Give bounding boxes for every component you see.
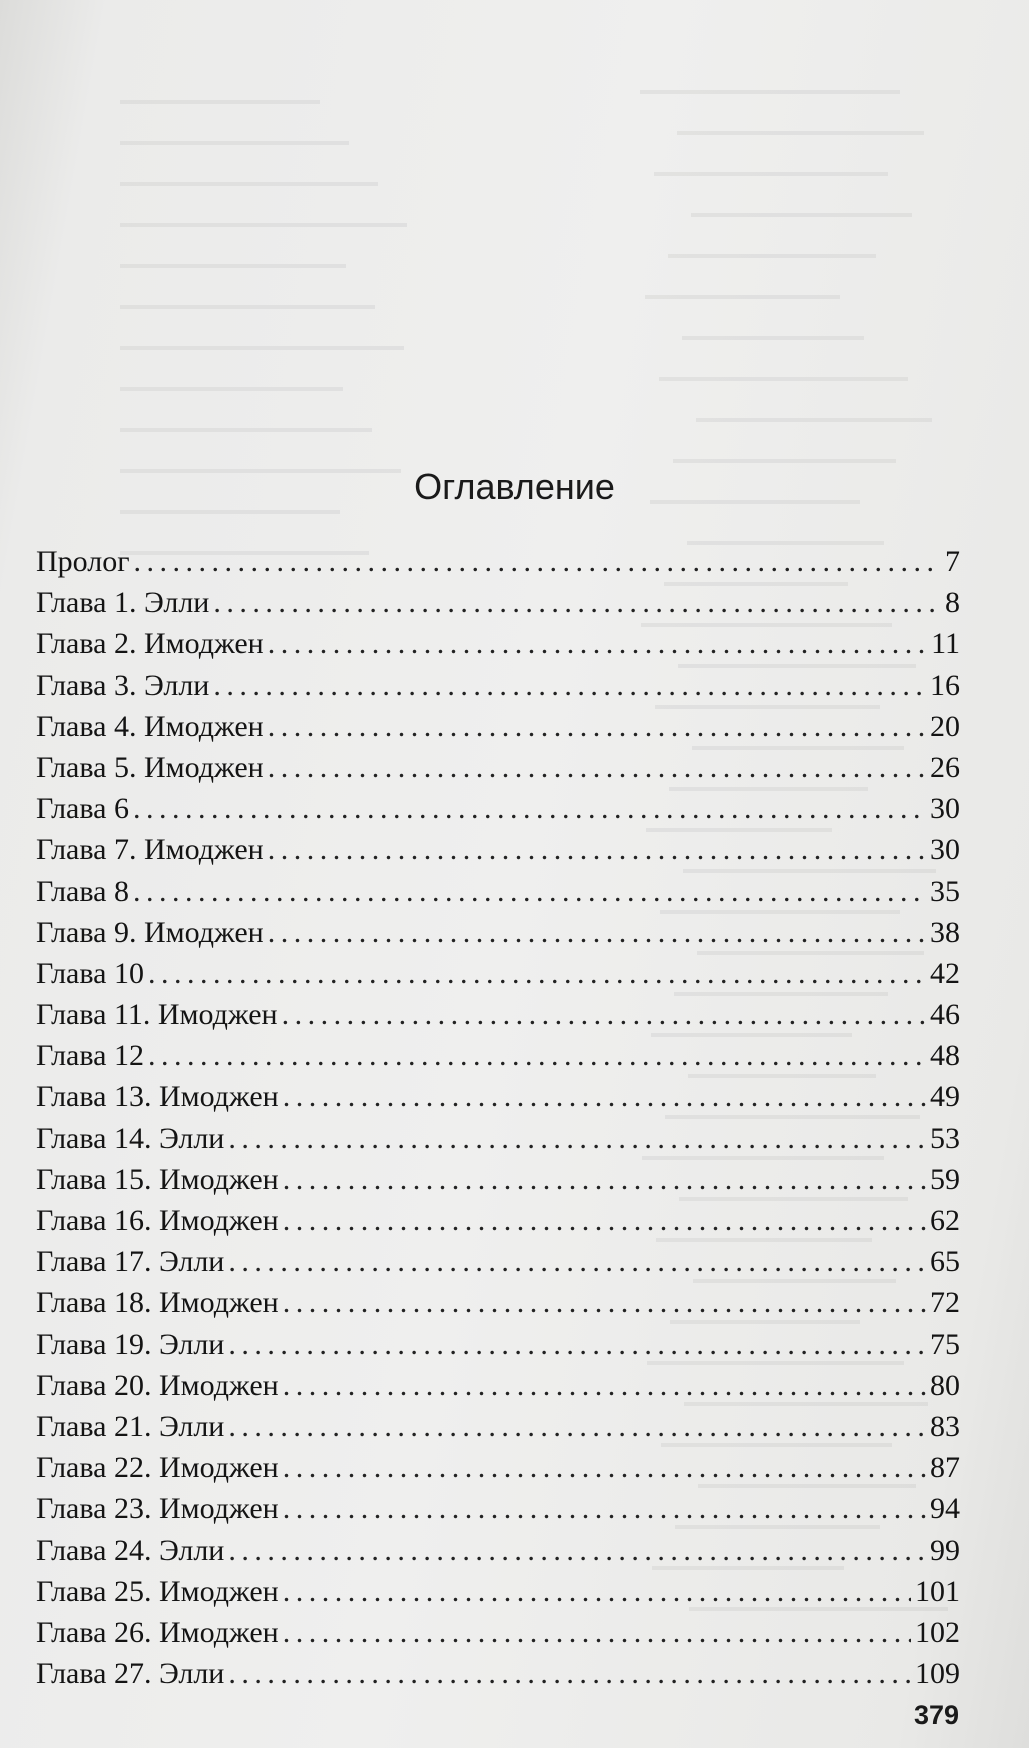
show-through-line (677, 131, 924, 135)
dot-leader (283, 1159, 926, 1200)
toc-entry (36, 1241, 960, 1282)
show-through-line (120, 100, 320, 104)
dot-leader (148, 1035, 926, 1076)
show-through-line (696, 418, 932, 422)
toc-entry-page: 48 (930, 1039, 960, 1073)
show-through-line (668, 254, 876, 258)
toc-entry-label: Глава 10 (36, 956, 144, 990)
toc-entry-page: 8 (945, 586, 960, 620)
toc-entry (36, 541, 960, 582)
dot-leader (268, 706, 926, 747)
dot-leader (283, 1571, 911, 1612)
show-through-line (659, 377, 908, 381)
toc-entry (36, 829, 960, 870)
toc-entry-page: 38 (930, 915, 960, 949)
dot-leader (283, 1200, 926, 1241)
toc-entry (36, 1571, 960, 1612)
dot-leader (228, 1118, 926, 1159)
toc-entry (36, 1200, 960, 1241)
show-through-line (120, 346, 404, 350)
toc-entry-label: Глава 3. Элли (36, 668, 210, 702)
dot-leader (133, 871, 926, 912)
toc-entry (36, 1159, 960, 1200)
toc-entry-page: 16 (930, 668, 960, 702)
toc-entry-page: 62 (930, 1204, 960, 1237)
toc-entry-label: Глава 18. Имоджен (36, 1286, 279, 1320)
dot-leader (283, 1488, 926, 1529)
toc-entry-label: Глава 19. Элли (36, 1327, 225, 1361)
toc-entry (36, 1076, 960, 1117)
show-through-line (120, 510, 340, 514)
toc-entry (36, 1035, 960, 1076)
toc-entry-page: 83 (930, 1409, 960, 1443)
dot-leader (228, 1324, 926, 1365)
dot-leader (268, 747, 926, 788)
show-through-line (654, 172, 888, 176)
show-through-line (645, 295, 840, 299)
toc-entry-label: Глава 13. Имоджен (36, 1080, 279, 1114)
toc-entry-page: 87 (930, 1451, 960, 1485)
toc-entry (36, 1324, 960, 1365)
toc-entry (36, 912, 960, 953)
dot-leader (268, 623, 927, 664)
toc-entry (36, 706, 960, 747)
toc-entry (36, 1282, 960, 1323)
toc-entry-label: Глава 5. Имоджен (36, 750, 264, 784)
toc-entry-page: 30 (930, 792, 960, 826)
show-through-line (120, 305, 375, 309)
toc-entry-page: 49 (930, 1080, 960, 1114)
toc-entry-label: Глава 1. Элли (36, 586, 210, 620)
toc-entry (36, 1612, 960, 1653)
dot-leader (228, 1241, 926, 1282)
dot-leader (228, 1406, 926, 1447)
toc-entry-page: 75 (930, 1327, 960, 1361)
toc-entry-label: Глава 16. Имоджен (36, 1204, 279, 1237)
toc-entry-label: Глава 7. Имоджен (36, 833, 264, 867)
toc-entry-page: 102 (915, 1615, 960, 1649)
toc-entry-page: 80 (930, 1368, 960, 1402)
dot-leader (282, 994, 926, 1035)
show-through-line (120, 387, 343, 391)
dot-leader (213, 582, 941, 623)
dot-leader (283, 1612, 911, 1653)
dot-leader (268, 829, 926, 870)
toc-entry-page: 65 (930, 1245, 960, 1279)
toc-entry-label: Глава 4. Имоджен (36, 709, 264, 743)
dot-leader (228, 1530, 926, 1571)
toc-entry-label: Глава 2. Имоджен (36, 627, 264, 661)
toc-entry (36, 747, 960, 788)
toc-entry-label: Глава 26. Имоджен (36, 1615, 279, 1649)
toc-entry (36, 994, 960, 1035)
toc-entry (36, 623, 960, 664)
toc-entry-label: Глава 15. Имоджен (36, 1162, 279, 1196)
toc-entry-label: Глава 25. Имоджен (36, 1574, 279, 1608)
show-through-line (120, 223, 407, 227)
toc-entry-page: 30 (930, 833, 960, 867)
toc-entry (36, 1488, 960, 1529)
toc-entry (36, 1530, 960, 1571)
toc-entry-label: Глава 23. Имоджен (36, 1492, 279, 1526)
toc-entry-page: 7 (945, 545, 960, 578)
toc-entry (36, 1118, 960, 1159)
show-through-line (120, 264, 346, 268)
toc-entry (36, 582, 960, 623)
show-through-line (673, 459, 896, 463)
toc-entry-page: 94 (930, 1492, 960, 1526)
show-through-line (120, 141, 349, 145)
dot-leader (228, 1653, 911, 1694)
show-through-line (691, 213, 912, 217)
toc-entry (36, 1447, 960, 1488)
toc-entry-page: 42 (930, 956, 960, 990)
toc-entry-page: 35 (930, 874, 960, 908)
toc-entry-label: Глава 27. Элли (36, 1657, 225, 1691)
toc-entry-label: Глава 20. Имоджен (36, 1368, 279, 1402)
toc-entry-label: Глава 24. Элли (36, 1533, 225, 1567)
toc-entry-label: Глава 9. Имоджен (36, 915, 264, 949)
page-title: Оглавление (414, 466, 615, 507)
show-through-line (640, 90, 900, 94)
toc-entry-label: Глава 22. Имоджен (36, 1451, 279, 1485)
toc-entry-page: 26 (930, 750, 960, 784)
toc-entry-page: 109 (915, 1657, 960, 1691)
toc-entry (36, 788, 960, 829)
toc-entry-label: Глава 14. Элли (36, 1121, 225, 1155)
toc-entry (36, 953, 960, 994)
toc-entry-label: Пролог (36, 545, 130, 578)
toc-entry-page: 53 (930, 1121, 960, 1155)
dot-leader (133, 788, 926, 829)
toc-entry-label: Глава 6 (36, 792, 129, 826)
toc-entry-page: 20 (930, 709, 960, 743)
show-through-line (682, 336, 864, 340)
dot-leader (213, 665, 926, 706)
toc-entry-page: 59 (930, 1162, 960, 1196)
table-of-contents (36, 541, 960, 1694)
show-through-line (120, 428, 372, 432)
toc-entry (36, 1406, 960, 1447)
dot-leader (283, 1282, 926, 1323)
toc-entry-page: 101 (915, 1574, 960, 1608)
toc-entry-label: Глава 17. Элли (36, 1245, 225, 1279)
toc-entry (36, 871, 960, 912)
dot-leader (283, 1365, 926, 1406)
dot-leader (283, 1447, 926, 1488)
toc-entry-label: Глава 8 (36, 874, 129, 908)
toc-entry (36, 1365, 960, 1406)
toc-entry-page: 99 (930, 1533, 960, 1567)
toc-entry-page: 72 (930, 1286, 960, 1320)
toc-entry (36, 1653, 960, 1694)
toc-entry-label: Глава 11. Имоджен (36, 998, 278, 1032)
toc-entry-page: 46 (930, 998, 960, 1032)
dot-leader (283, 1076, 926, 1117)
page-number: 379 (913, 1700, 959, 1730)
toc-entry-page: 11 (931, 627, 960, 661)
toc-entry (36, 665, 960, 706)
show-through-line (120, 182, 378, 186)
dot-leader (148, 953, 926, 994)
toc-entry-label: Глава 21. Элли (36, 1409, 225, 1443)
toc-entry-label: Глава 12 (36, 1039, 144, 1073)
dot-leader (134, 541, 941, 582)
dot-leader (268, 912, 926, 953)
